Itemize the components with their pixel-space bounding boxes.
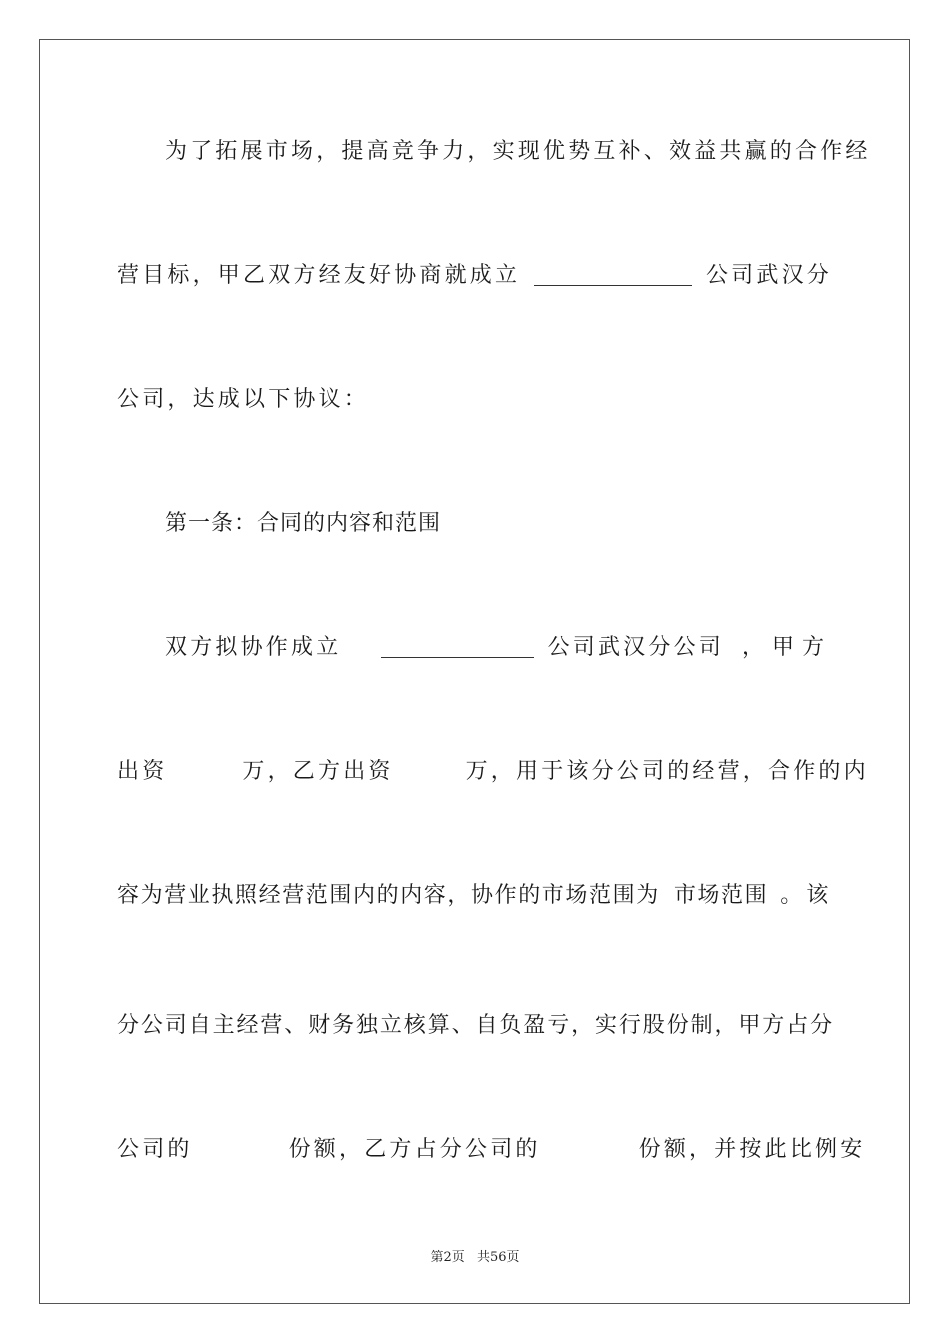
text-segment: 公司的 <box>117 1137 193 1162</box>
text-segment: 分公司自主经营、财务独立核算、自负盈亏，实行股份制，甲方占分 <box>117 1013 835 1038</box>
text-segment: 万，乙方出资 <box>242 759 394 784</box>
text-segment: 。该 <box>780 883 833 908</box>
section-heading <box>117 507 832 541</box>
text-segment: ，甲方 <box>741 635 832 660</box>
market-scope-field: 市场范围 <box>673 883 769 908</box>
text-segment: 份额，乙方占分公司的 <box>288 1137 541 1162</box>
company-name-blank <box>534 267 692 286</box>
text-segment: 营目标，甲乙双方经友好协商就成立 <box>117 263 521 288</box>
text-segment: 份额，并按此比例安 <box>638 1137 866 1162</box>
text-segment: 为了拓展市场，提高竞争力，实现优势互补、效益共赢的合作经 <box>165 139 871 164</box>
text-segment: 公司武汉分 <box>705 263 832 288</box>
text-segment: 万，用于该分公司的经营，合作的内 <box>465 759 869 784</box>
paragraph-line-5 <box>117 631 832 665</box>
page-total: 共56页 <box>476 1250 520 1265</box>
paragraph-line-8 <box>117 1009 835 1043</box>
paragraph-line-9 <box>117 1133 866 1167</box>
text-segment: 出资 <box>117 759 168 784</box>
paragraph-line-3 <box>117 383 832 417</box>
page-border <box>39 39 910 1304</box>
company-name-blank <box>381 639 533 658</box>
paragraph-line-1 <box>117 135 871 169</box>
text-segment: 公司，达成以下协议： <box>117 387 370 412</box>
page-number: 第2页 <box>430 1250 465 1265</box>
text-segment: 双方拟协作成立 <box>165 635 342 660</box>
text-segment: 公司武汉分公司 <box>547 635 724 660</box>
page-footer <box>0 1246 950 1265</box>
paragraph-line-2 <box>117 259 832 293</box>
paragraph-line-7 <box>117 879 832 913</box>
text-segment: 第一条：合同的内容和范围 <box>165 511 442 536</box>
text-segment: 容为营业执照经营范围内的内容，协作的市场范围为 <box>117 883 660 908</box>
paragraph-line-6 <box>117 755 869 789</box>
